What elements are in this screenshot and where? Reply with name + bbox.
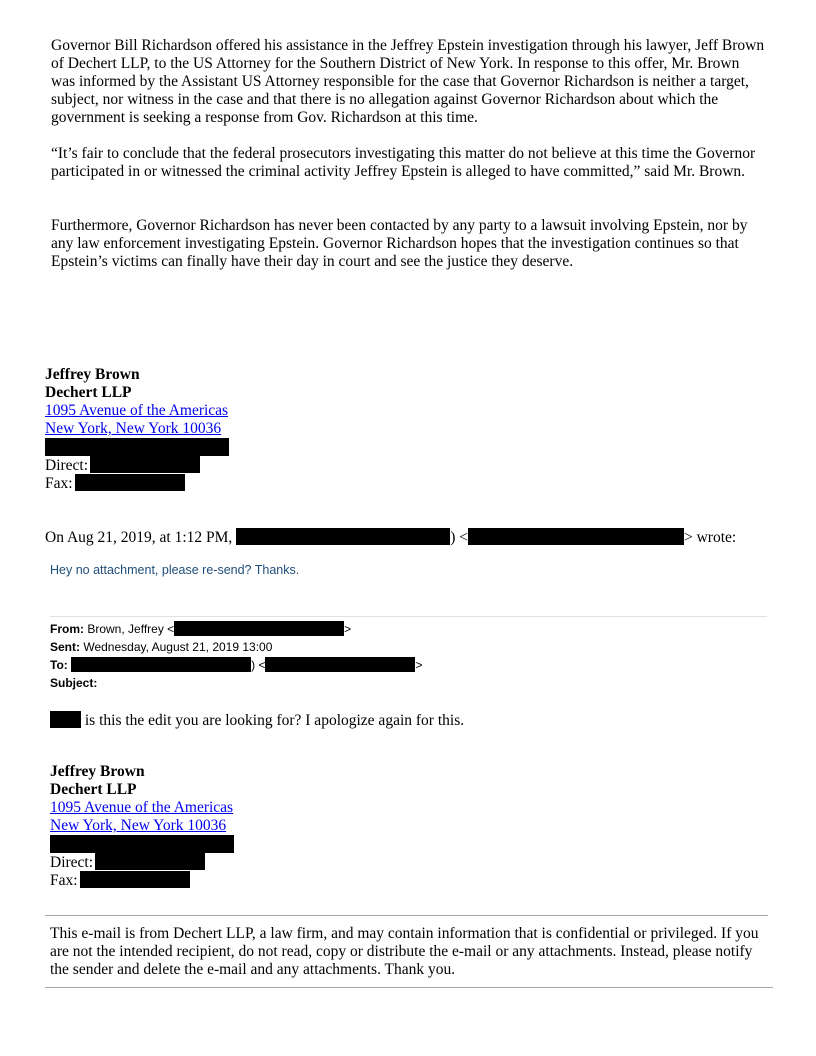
- redaction-block: [236, 528, 450, 545]
- redaction-block: [265, 657, 415, 672]
- divider: [50, 616, 767, 617]
- direct-label: Direct:: [50, 854, 94, 871]
- city-link[interactable]: New York, New York 10036: [45, 420, 222, 437]
- fax-label: Fax:: [50, 872, 78, 889]
- statement-paragraph-3: Furthermore, Governor Richardson has never been contacted by any party to a lawsuit involving Epstein, nor by any law enforcement investigating Epstein. Governor Richardson hopes that the investigation continues so that Epstein’s victims can finally have their day in court and see the justice they deserve.: [51, 217, 748, 270]
- redaction-block: [50, 711, 81, 728]
- redaction-block: [95, 853, 205, 870]
- statement-paragraph-2: “It’s fair to conclude that the federal prosecutors investigating this matter do not believe at this time the Governor participated in or witnessed the criminal activity Jeffrey Epstein is alleged to have committed,” said Mr. Brown.: [51, 145, 756, 180]
- redaction-block: [174, 621, 344, 636]
- redaction-block: [468, 528, 684, 545]
- signature-name: Jeffrey Brown: [45, 366, 140, 383]
- address-link[interactable]: 1095 Avenue of the Americas: [50, 799, 234, 816]
- redaction-block: [50, 835, 234, 853]
- signature-block: [45, 366, 229, 492]
- reply-intro-suffix: > wrote:: [683, 529, 737, 546]
- reply-body: Hey no attachment, please re-send? Thanks.: [50, 563, 300, 577]
- sent-label: Sent:: [50, 640, 80, 654]
- signature-firm: Dechert LLP: [50, 781, 137, 798]
- to-label: To:: [50, 658, 68, 672]
- redaction-block: [90, 456, 200, 473]
- redaction-block: [80, 871, 190, 888]
- divider: [45, 915, 768, 916]
- redaction-block: [45, 438, 229, 456]
- reply-intro-prefix: On Aug 21, 2019, at 1:12 PM,: [45, 529, 233, 546]
- reply-intro-line: [45, 528, 736, 547]
- subject-label: Subject:: [50, 676, 98, 690]
- to-close: >: [415, 658, 423, 672]
- city-link[interactable]: New York, New York 10036: [50, 817, 227, 834]
- direct-label: Direct:: [45, 457, 89, 474]
- divider: [45, 987, 773, 988]
- from-label: From:: [50, 622, 84, 636]
- address-link[interactable]: 1095 Avenue of the Americas: [45, 402, 229, 419]
- signature-name: Jeffrey Brown: [50, 763, 145, 780]
- forwarded-body: [50, 711, 464, 730]
- fax-label: Fax:: [45, 475, 73, 492]
- redaction-block: [71, 657, 251, 672]
- redaction-block: [75, 474, 185, 491]
- to-mid: ) <: [251, 658, 266, 672]
- reply-intro-mid: ) <: [450, 529, 468, 546]
- from-value: Brown, Jeffrey <: [87, 622, 175, 636]
- forwarded-body-text: is this the edit you are looking for? I apologize again for this.: [84, 712, 465, 729]
- signature-firm: Dechert LLP: [45, 384, 132, 401]
- statement-paragraph-1: Governor Bill Richardson offered his assistance in the Jeffrey Epstein investigation through his lawyer, Jeff Brown of Dechert LLP, to the US Attorney for the Southern District of New York. In response to this offer, Mr. Brown was informed by the Assistant US Attorney responsible for the case that Governor Richardson is neither a target, subject, nor witness in the case and that there is no allegation against Governor Richardson about which the government is seeking a response from Gov. Richardson at this time.: [51, 37, 765, 126]
- from-close: >: [344, 622, 352, 636]
- sent-value: Wednesday, August 21, 2019 13:00: [83, 640, 273, 654]
- signature-block: [50, 763, 234, 889]
- forwarded-header: [50, 620, 422, 692]
- disclaimer: This e-mail is from Dechert LLP, a law firm, and may contain information that is confidential or privileged. If you are not the intended recipient, do not read, copy or distribute the e-mail or any attachments. Instead, please notify the sender and delete the e-mail and any attachments. Thank you.: [50, 925, 759, 978]
